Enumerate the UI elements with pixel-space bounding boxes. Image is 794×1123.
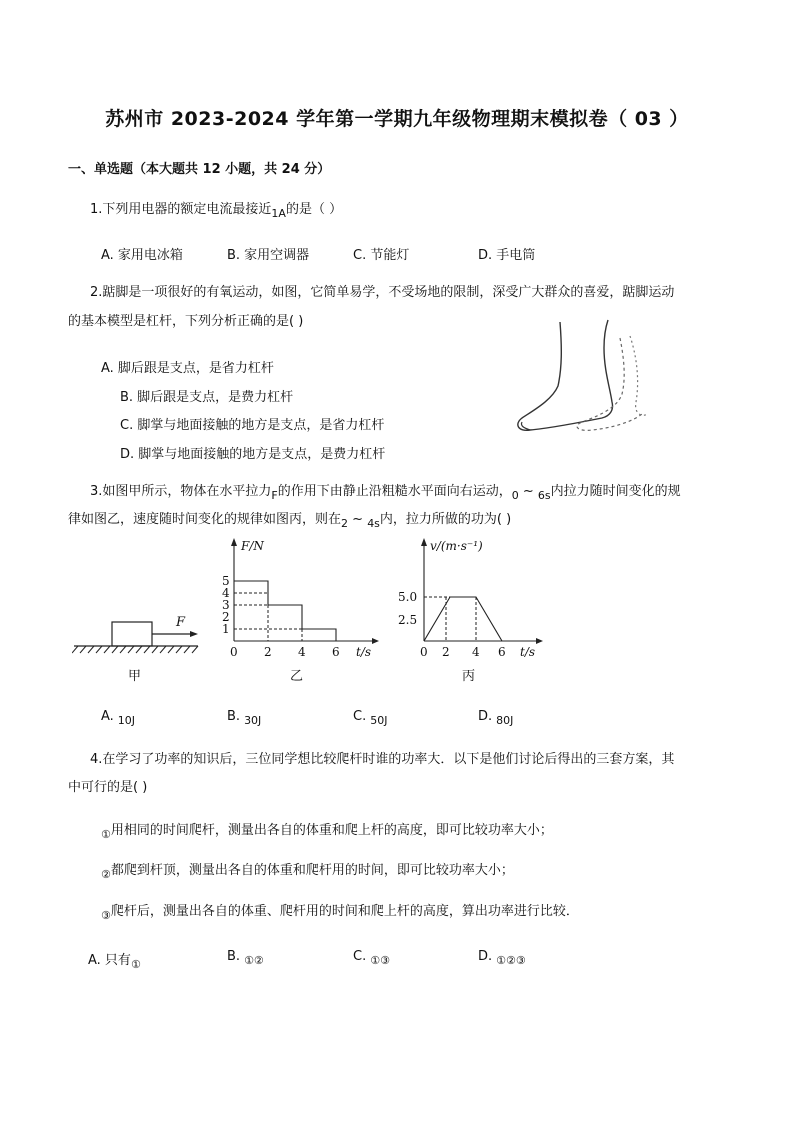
yi-xtick-0: 0: [230, 645, 238, 659]
q4-item-3: [101, 899, 579, 925]
q3-option-d-value: 80J: [496, 714, 514, 727]
q4-item-2-text: 都爬到杆顶，测量出各自的体重和爬杆用的时间，即可比较功率大小；: [110, 863, 514, 878]
page-title: 苏州市 2023-2024 学年第一学期九年级物理期末模拟卷（ 03 ）: [105, 108, 689, 130]
yi-ylabel: F/N: [241, 539, 264, 553]
caption-yi: 乙: [290, 669, 304, 684]
yi-ytick-1: 1: [222, 622, 230, 636]
q4-option-a-value: ①: [130, 958, 141, 971]
bing-xtick-2: 2: [442, 645, 450, 659]
q4-option-d-letter: D.: [478, 949, 493, 964]
q3-range2-end: 4s: [367, 517, 380, 530]
q4-item-1: [101, 818, 553, 844]
bing-ytick-2-5: 2.5: [398, 613, 418, 627]
q3-option-d-letter: D.: [478, 709, 493, 724]
q3-text-c: 内拉力随时间变化的规: [550, 484, 681, 499]
yi-xtick-6: 6: [332, 645, 340, 659]
q4-item-3-mark: ③: [101, 909, 111, 922]
q4-option-b-letter: B.: [227, 949, 241, 964]
q4-option-c-letter: C.: [353, 949, 367, 964]
q3-option-d[interactable]: [478, 709, 514, 727]
q4-option-b[interactable]: [227, 949, 264, 967]
q3-force-symbol: F: [271, 489, 278, 502]
figure-jia: [72, 608, 202, 688]
q4-option-d[interactable]: [478, 949, 526, 967]
foot-tiptoe-figure: [512, 318, 672, 438]
q3-option-b[interactable]: [227, 709, 262, 727]
q4-option-b-value: ①②: [244, 954, 264, 967]
yi-xtick-4: 4: [298, 645, 306, 659]
q3-range-end: 6s: [537, 489, 551, 502]
q3-option-a-letter: A.: [101, 709, 114, 724]
caption-jia: 甲: [128, 669, 142, 684]
q4-option-a-letter: A. 只有: [88, 953, 131, 968]
q4-item-3-text: 爬杆后，测量出各自的体重、爬杆用的时间和爬上杆的高度，算出功率进行比较．: [110, 904, 579, 919]
bing-xtick-4: 4: [472, 645, 480, 659]
figure-yi-force-time: [214, 536, 384, 686]
q4-option-c[interactable]: [353, 949, 390, 967]
q3-stem-line2: [68, 507, 511, 533]
q1-option-d[interactable]: D. 手电筒: [478, 248, 536, 263]
q1-option-b[interactable]: B. 家用空调器: [227, 248, 310, 263]
q2-option-d[interactable]: D. 脚掌与地面接触的地方是支点，是费力杠杆: [120, 447, 386, 462]
force-label: F: [176, 615, 186, 630]
q3-option-b-value: 30J: [244, 714, 262, 727]
q3-stem-line1: [90, 479, 681, 505]
q3-option-c[interactable]: [353, 709, 388, 727]
yi-xtick-2: 2: [264, 645, 272, 659]
q3-option-c-letter: C.: [353, 709, 367, 724]
bing-xtick-6: 6: [498, 645, 506, 659]
q3-range2-tilde: ~: [348, 512, 368, 527]
q2-option-b[interactable]: B. 脚后跟是支点，是费力杠杆: [120, 390, 294, 405]
q3-option-b-letter: B.: [227, 709, 241, 724]
q4-item-1-mark: ①: [101, 828, 111, 841]
caption-bing: 丙: [462, 669, 476, 684]
q4-stem-line2: 中可行的是( ): [68, 780, 148, 795]
yi-ytick-4: 4: [222, 586, 230, 600]
q4-option-a[interactable]: [88, 949, 141, 971]
q4-stem-line1: 4.在学习了功率的知识后，三位同学想比较爬杆时谁的功率大．以下是他们讨论后得出的三套方案，其: [90, 752, 675, 767]
q4-option-d-value: ①②③: [496, 954, 526, 967]
yi-ytick-5: 5: [222, 574, 230, 588]
q3-text-e: 内，拉力所做的功为( ): [379, 512, 512, 527]
q1-option-a[interactable]: A. 家用电冰箱: [101, 248, 183, 263]
q3-range2-start: 2: [341, 517, 349, 530]
yi-xlabel: t/s: [356, 645, 372, 659]
q4-item-1-text: 用相同的时间爬杆，测量出各自的体重和爬上杆的高度，即可比较功率大小；: [110, 823, 553, 838]
block: [112, 622, 152, 646]
q3-option-a-value: 10J: [117, 714, 136, 727]
q2-stem-line1: 2.踮脚是一项很好的有氧运动，如图，它简单易学，不受场地的限制，深受广大群众的喜爱，踮脚运动: [90, 285, 675, 300]
bing-xlabel: t/s: [520, 645, 536, 659]
bing-xtick-0: 0: [420, 645, 428, 659]
q4-option-c-value: ①③: [370, 954, 390, 967]
q3-option-c-value: 50J: [370, 714, 388, 727]
question-1-stem: [90, 197, 342, 223]
q3-text-b: 的作用下由静止沿粗糙水平面向右运动，: [277, 484, 512, 499]
q3-option-a[interactable]: [101, 709, 136, 727]
q3-text-a: 3.如图甲所示，物体在水平拉力: [90, 484, 272, 499]
yi-ytick-2: 2: [222, 610, 230, 624]
section-heading: 一、单选题（本大题共 12 小题，共 24 分）: [68, 162, 331, 177]
q1-current-value: 1A: [271, 207, 286, 220]
q1-option-c[interactable]: C. 节能灯: [353, 248, 410, 263]
bing-ylabel: v/(m·s⁻¹): [430, 539, 483, 553]
q1-stem-text: 1.下列用电器的额定电流最接近: [90, 202, 272, 217]
q2-stem-line2: 的基本模型是杠杆，下列分析正确的是( ): [68, 314, 304, 329]
q2-option-a[interactable]: A. 脚后跟是支点，是省力杠杆: [101, 361, 274, 376]
yi-ytick-3: 3: [222, 598, 230, 612]
figure-bing-velocity-time: [394, 536, 554, 686]
q1-stem-end: 的是（ ）: [285, 202, 343, 217]
q2-option-c[interactable]: C. 脚掌与地面接触的地方是支点，是省力杠杆: [120, 418, 385, 433]
q4-item-2: [101, 858, 514, 884]
q3-range-start: 0: [511, 489, 519, 502]
q3-text-d: 律如图乙，速度随时间变化的规律如图丙，则在: [68, 512, 342, 527]
bing-ytick-5: 5.0: [398, 590, 418, 604]
q4-item-2-mark: ②: [101, 868, 111, 881]
q3-range-tilde: ~: [518, 484, 538, 499]
